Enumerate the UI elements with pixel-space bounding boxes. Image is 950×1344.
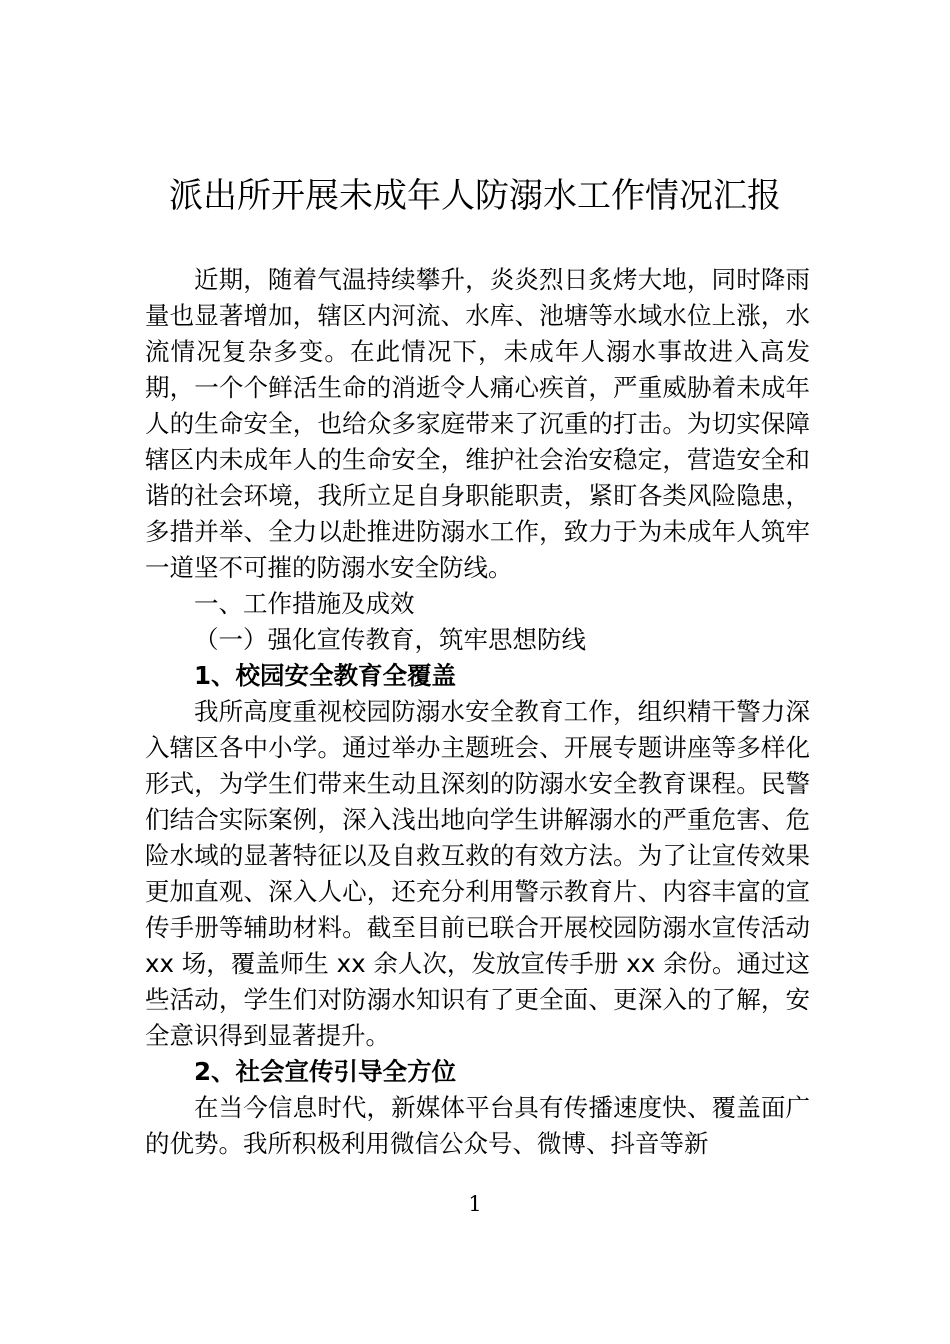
page-number: 1 (468, 1192, 482, 1216)
social-publicity-paragraph: 在当今信息时代，新媒体平台具有传播速度快、覆盖面广的优势。我所积极利用微信公众号、微博、抖音等新 (145, 1093, 810, 1158)
item-heading-1: 1、校园安全教育全覆盖 (194, 661, 457, 690)
section-heading-1: 一、工作措施及成效 (194, 589, 415, 618)
subsection-heading-1: （一）强化宣传教育，筑牢思想防线 (194, 625, 586, 654)
document-title: 派出所开展未成年人防溺水工作情况汇报 (169, 176, 781, 216)
intro-paragraph: 近期，随着气温持续攀升，炎炎烈日炙烤大地，同时降雨量也显著增加，辖区内河流、水库、池塘等水域水位上涨，水流情况复杂多变。在此情况下，未成年人溺水事故进入高发期，一个个鲜活生命的消逝令人痛心疾首，严重威胁着未成年人的生命安全，也给众多家庭带来了沉重的打击。为切实保障辖区内未成年人的生命安全，维护社会治安稳定，营造安全和谐的社会环境，我所立足自身职能职责，紧盯各类风险隐患，多措并举、全力以赴推进防溺水工作，致力于为未成年人筑牢一道坚不可摧的防溺水安全防线。 (145, 265, 810, 582)
item-heading-2: 2、社会宣传引导全方位 (194, 1057, 457, 1086)
school-education-paragraph: 我所高度重视校园防溺水安全教育工作，组织精干警力深入辖区各中小学。通过举办主题班会、开展专题讲座等多样化形式，为学生们带来生动且深刻的防溺水安全教育课程。民警们结合实际案例，深入浅出地向学生讲解溺水的严重危害、危险水域的显著特征以及自救互救的有效方法。为了让宣传效果更加直观、深入人心，还充分利用警示教育片、内容丰富的宣传手册等辅助材料。截至目前已联合开展校园防溺水宣传活动 xx 场，覆盖师生 xx 余人次，发放宣传手册 xx 余份。通过这些活动，学生们对防溺水知识有了更全面、更深入的了解，安全意识得到显著提升。 (145, 697, 810, 1050)
document-body (145, 262, 810, 1162)
